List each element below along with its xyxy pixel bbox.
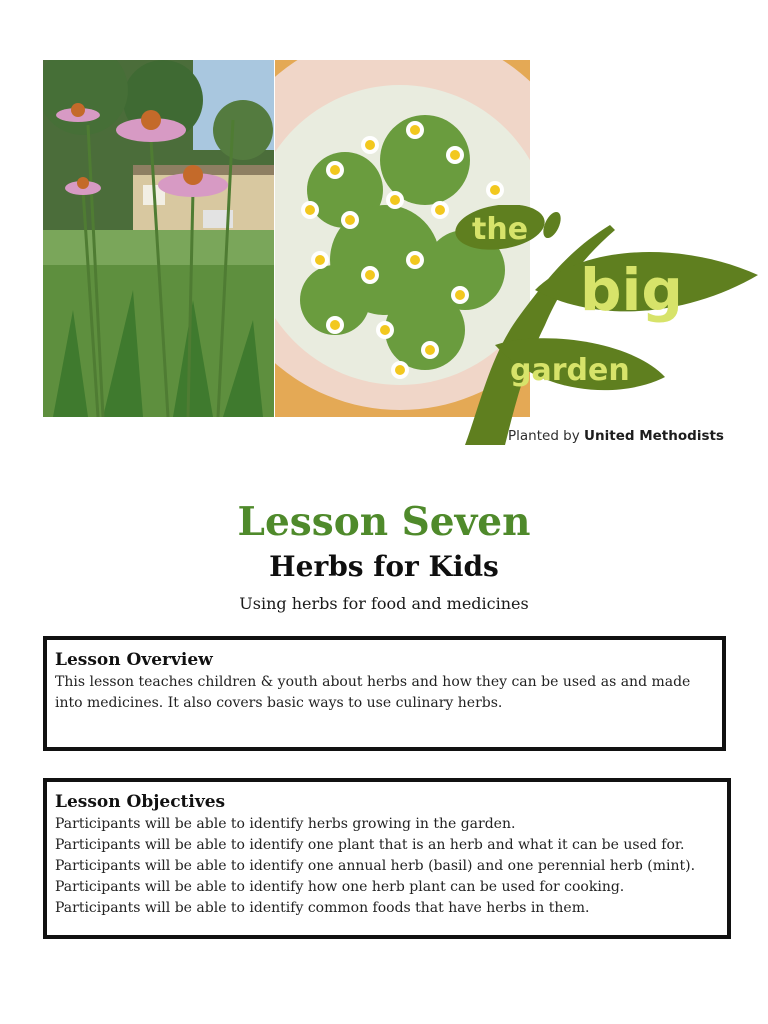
overview-heading: Lesson Overview [55,650,213,670]
objective-item: Participants will be able to identify how one herb plant can be used for cooking. [55,879,625,895]
big-garden-logo [440,205,760,455]
lesson-title: Lesson Seven [237,499,531,545]
overview-text: This lesson teaches children & youth about herbs and how they can be used as and made into medicines. It also covers basic ways to use culinary herbs. [55,674,691,711]
planted-by-tagline [508,428,724,444]
objective-item: Participants will be able to identify common foods that have herbs in them. [55,900,590,916]
organization-name: United Methodists [584,428,724,444]
objectives-list [55,814,719,919]
objectives-heading: Lesson Objectives [55,792,226,812]
objective-item: Participants will be able to identify one plant that is an herb and what it can be used for. [55,837,685,853]
objective-item: Participants will be able to identify one annual herb (basil) and one perennial herb (mint). [55,858,696,874]
objective-item: Participants will be able to identify herbs growing in the garden. [55,816,516,832]
logo-the-text: the [472,212,529,247]
lesson-objectives-box [43,778,731,939]
lesson-tagline: Using herbs for food and medicines [239,594,529,613]
logo-garden-text: garden [510,353,630,388]
logo-big-text: big [580,256,683,324]
planted-by-label: Planted by [508,428,580,444]
coneflower-photo [43,60,274,417]
lesson-overview-box [43,636,726,751]
lesson-subtitle: Herbs for Kids [269,550,499,583]
